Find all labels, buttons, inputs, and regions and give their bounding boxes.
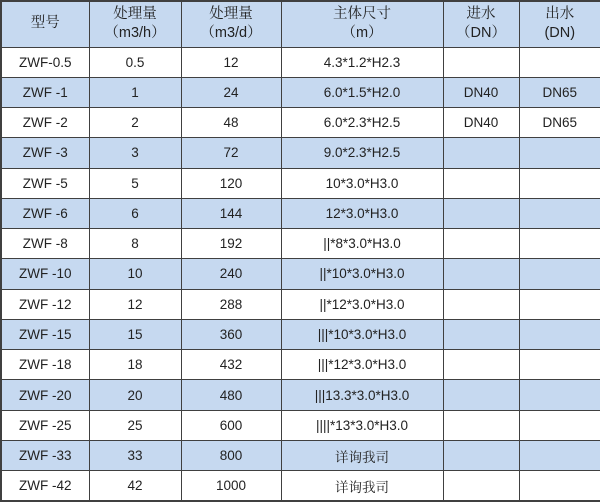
outlet-cell — [519, 138, 600, 168]
size-cell: 4.3*1.2*H2.3 — [281, 47, 443, 77]
capacity-m3d-cell: 288 — [181, 289, 281, 319]
capacity-m3h-cell: 1 — [89, 77, 181, 107]
capacity-m3d-cell: 12 — [181, 47, 281, 77]
model-cell: ZWF -5 — [1, 168, 89, 198]
capacity-m3h-cell: 25 — [89, 410, 181, 440]
inlet-cell — [443, 138, 519, 168]
table-row — [1, 380, 600, 410]
col-header-size-label: 主体尺寸 — [333, 5, 391, 22]
col-header-capacity-m3d — [181, 1, 281, 47]
inlet-cell: DN40 — [443, 77, 519, 107]
model-cell: ZWF -42 — [1, 471, 89, 501]
size-cell: 详询我司 — [281, 471, 443, 501]
inlet-cell: DN40 — [443, 108, 519, 138]
capacity-m3h-cell: 15 — [89, 319, 181, 349]
table-row — [1, 138, 600, 168]
table-row — [1, 229, 600, 259]
col-header-size — [281, 1, 443, 47]
col-header-size-unit: （m） — [341, 25, 383, 42]
model-cell: ZWF -12 — [1, 289, 89, 319]
capacity-m3d-cell: 360 — [181, 319, 281, 349]
col-header-capacity-m3d-label: 处理量 — [209, 5, 253, 22]
col-header-inlet — [443, 1, 519, 47]
model-cell: ZWF -15 — [1, 319, 89, 349]
capacity-m3d-cell: 1000 — [181, 471, 281, 501]
inlet-cell — [443, 350, 519, 380]
capacity-m3h-cell: 8 — [89, 229, 181, 259]
size-cell: 12*3.0*H3.0 — [281, 198, 443, 228]
capacity-m3h-cell: 6 — [89, 198, 181, 228]
outlet-cell — [519, 259, 600, 289]
capacity-m3d-cell: 144 — [181, 198, 281, 228]
inlet-cell — [443, 380, 519, 410]
inlet-cell — [443, 471, 519, 501]
capacity-m3d-cell: 192 — [181, 229, 281, 259]
table-row — [1, 350, 600, 380]
capacity-m3d-cell: 48 — [181, 108, 281, 138]
col-header-capacity-m3h — [89, 1, 181, 47]
table-row — [1, 47, 600, 77]
table-row — [1, 319, 600, 349]
outlet-cell — [519, 198, 600, 228]
table-row — [1, 440, 600, 470]
model-cell: ZWF -25 — [1, 410, 89, 440]
size-cell: 10*3.0*H3.0 — [281, 168, 443, 198]
size-cell: 6.0*2.3*H2.5 — [281, 108, 443, 138]
outlet-cell — [519, 410, 600, 440]
spec-table-header — [1, 1, 600, 47]
table-row — [1, 289, 600, 319]
inlet-cell — [443, 289, 519, 319]
col-header-inlet-label: 进水 — [466, 5, 496, 22]
capacity-m3h-cell: 18 — [89, 350, 181, 380]
capacity-m3d-cell: 72 — [181, 138, 281, 168]
col-header-outlet-unit: (DN) — [544, 25, 576, 42]
inlet-cell — [443, 168, 519, 198]
capacity-m3h-cell: 10 — [89, 259, 181, 289]
outlet-cell: DN65 — [519, 108, 600, 138]
inlet-cell — [443, 47, 519, 77]
capacity-m3h-cell: 2 — [89, 108, 181, 138]
capacity-m3h-cell: 20 — [89, 380, 181, 410]
table-row — [1, 77, 600, 107]
inlet-cell — [443, 440, 519, 470]
outlet-cell — [519, 380, 600, 410]
table-row — [1, 198, 600, 228]
outlet-cell — [519, 289, 600, 319]
model-cell: ZWF -18 — [1, 350, 89, 380]
capacity-m3h-cell: 5 — [89, 168, 181, 198]
model-cell: ZWF-0.5 — [1, 47, 89, 77]
table-row — [1, 410, 600, 440]
table-row — [1, 108, 600, 138]
model-cell: ZWF -1 — [1, 77, 89, 107]
capacity-m3d-cell: 240 — [181, 259, 281, 289]
outlet-cell — [519, 350, 600, 380]
outlet-cell — [519, 229, 600, 259]
capacity-m3d-cell: 120 — [181, 168, 281, 198]
capacity-m3d-cell: 600 — [181, 410, 281, 440]
model-cell: ZWF -33 — [1, 440, 89, 470]
outlet-cell — [519, 47, 600, 77]
size-cell: 6.0*1.5*H2.0 — [281, 77, 443, 107]
table-row — [1, 259, 600, 289]
capacity-m3h-cell: 42 — [89, 471, 181, 501]
inlet-cell — [443, 410, 519, 440]
capacity-m3d-cell: 24 — [181, 77, 281, 107]
capacity-m3h-cell: 3 — [89, 138, 181, 168]
model-cell: ZWF -20 — [1, 380, 89, 410]
capacity-m3h-cell: 0.5 — [89, 47, 181, 77]
model-cell: ZWF -8 — [1, 229, 89, 259]
outlet-cell — [519, 471, 600, 501]
spec-table-body — [1, 47, 600, 501]
capacity-m3d-cell: 432 — [181, 350, 281, 380]
size-cell: ||||*13*3.0*H3.0 — [281, 410, 443, 440]
model-cell: ZWF -3 — [1, 138, 89, 168]
col-header-inlet-unit: （DN） — [456, 25, 506, 42]
col-header-capacity-m3h-label: 处理量 — [113, 5, 157, 22]
inlet-cell — [443, 229, 519, 259]
outlet-cell — [519, 168, 600, 198]
capacity-m3d-cell: 480 — [181, 380, 281, 410]
model-cell: ZWF -2 — [1, 108, 89, 138]
col-header-capacity-m3h-unit: （m3/h） — [104, 25, 166, 42]
size-cell: |||*10*3.0*H3.0 — [281, 319, 443, 349]
capacity-m3h-cell: 12 — [89, 289, 181, 319]
size-cell: ||*8*3.0*H3.0 — [281, 229, 443, 259]
outlet-cell — [519, 440, 600, 470]
inlet-cell — [443, 259, 519, 289]
table-row — [1, 471, 600, 501]
size-cell: 9.0*2.3*H2.5 — [281, 138, 443, 168]
outlet-cell — [519, 319, 600, 349]
size-cell: 详询我司 — [281, 440, 443, 470]
size-cell: ||*12*3.0*H3.0 — [281, 289, 443, 319]
table-row — [1, 168, 600, 198]
size-cell: |||13.3*3.0*H3.0 — [281, 380, 443, 410]
size-cell: ||*10*3.0*H3.0 — [281, 259, 443, 289]
capacity-m3d-cell: 800 — [181, 440, 281, 470]
col-header-outlet — [519, 1, 600, 47]
col-header-outlet-label: 出水 — [545, 5, 575, 22]
header-row — [1, 1, 600, 47]
outlet-cell: DN65 — [519, 77, 600, 107]
col-header-model — [1, 1, 89, 47]
size-cell: |||*12*3.0*H3.0 — [281, 350, 443, 380]
capacity-m3h-cell: 33 — [89, 440, 181, 470]
model-cell: ZWF -10 — [1, 259, 89, 289]
col-header-capacity-m3d-unit: （m3/d） — [200, 25, 262, 42]
inlet-cell — [443, 198, 519, 228]
model-cell: ZWF -6 — [1, 198, 89, 228]
inlet-cell — [443, 319, 519, 349]
col-header-model-label: 型号 — [30, 15, 60, 32]
